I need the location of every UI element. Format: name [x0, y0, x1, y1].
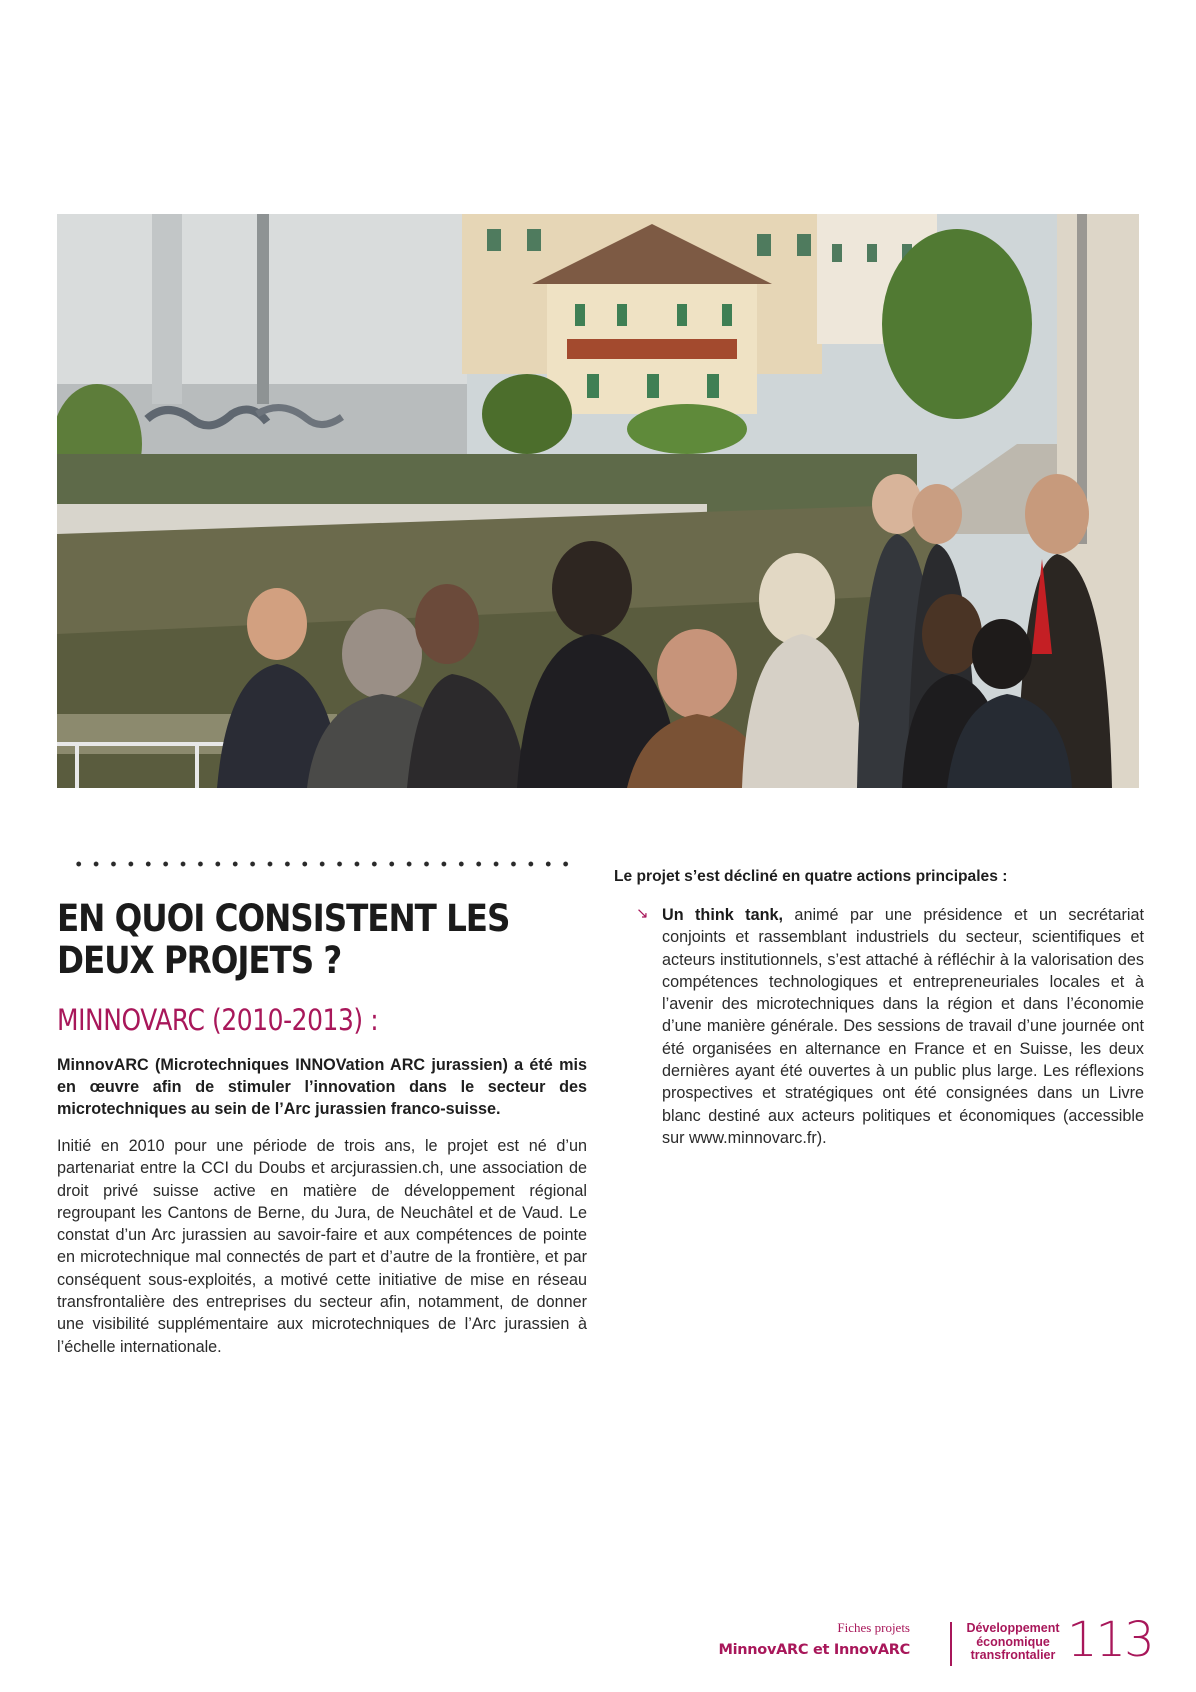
footer-theme [959, 1622, 1067, 1663]
body-paragraph: Initié en 2010 pour une période de trois ans, le projet est né d’un partenariat entre la CCI du Doubs et arcjurassien.ch, une association de droit privé suisse active en matière de développement régional regroupant les Cantons de Berne, du Jura, de Neuchâtel et de Vaud. Le constat d’un Arc jurassien au savoir-faire et aux compétences de pointe en microtechnique mal connectés de part et d’autre de la frontière, et par conséquent sous-exploités, a motivé cette initiative de mise en réseau transfrontalière des entreprises du secteur afin, notamment, de donner une visibilité supplémentaire aux microtechniques de l’Arc jurassien à l’échelle internationale. [57, 1137, 587, 1356]
footer-divider [950, 1622, 952, 1666]
list-item-text: animé par une présidence et un secrétariat conjoints et rassemblant industriels du secteur, scientifiques et acteurs institutionnels, s’est attaché à réfléchir à la valorisation des compétences technologiques et entrepreneuriales locales et à l’avenir des microtechniques dans la région et dans l’économie d’une manière générale. Des sessions de travail d’une journée ont été organisées en alternance en France et en Suisse, les deux dernières ayant été ouvertes à un public plus large. Les réflexions prospectives et stratégiques ont été consignées dans un Livre blanc destiné aux acteurs politiques et économiques (accessible sur www.minnovarc.fr). [662, 906, 1144, 1147]
footer-section-small: Fiches projets [837, 1620, 910, 1635]
actions-list [636, 904, 1144, 1149]
footer-theme-line2: économique [976, 1634, 1050, 1649]
section-subtitle: MINNOVARC (2010-2013) : [57, 1003, 379, 1037]
dotted-separator [70, 858, 575, 870]
actions-heading: Le projet s’est décliné en quatre actions principales : [614, 868, 1008, 885]
photo-illustration [57, 214, 1139, 788]
footer-theme-line3: transfrontalier [970, 1648, 1056, 1663]
list-item-lead: Un think tank, [662, 906, 783, 924]
footer-section-big: MinnovARC et InnovARC [718, 1642, 910, 1658]
list-item [636, 904, 1144, 1149]
intro-paragraph: MinnovARC (Microtechniques INNOVation ARC jurassien) a été mis en œuvre afin de stimuler l’innovation dans le secteur des microtechniques au sein de l’Arc jurassien franco-suisse. [57, 1056, 587, 1118]
group-by-river-photo [57, 214, 1139, 788]
section-title: EN QUOI CONSISTENT LES DEUX PROJETS ? [57, 897, 510, 982]
footer-theme-line1: Développement [966, 1621, 1060, 1635]
page-footer [718, 1612, 1153, 1670]
page-number: 113 [1067, 1612, 1153, 1668]
arrow-down-right-icon: ↘ [636, 905, 649, 922]
